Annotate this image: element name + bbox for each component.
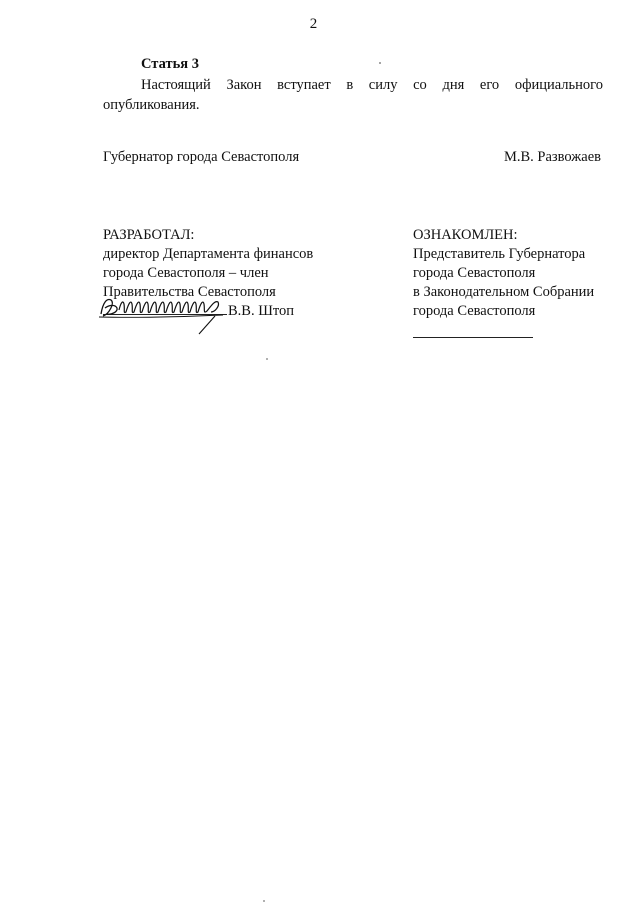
acknowledged-block: [413, 226, 613, 321]
handwritten-signature: [97, 290, 237, 336]
scan-speck: [263, 900, 265, 902]
article-title: Статья 3: [141, 56, 199, 72]
acknowledged-line: города Севастополя: [413, 303, 536, 319]
acknowledged-line: в Законодательном Собрании: [413, 284, 595, 300]
scan-speck: [379, 62, 381, 64]
governor-name: М.В. Развожаев: [503, 149, 601, 165]
acknowledged-signature-line: [413, 337, 533, 338]
developed-line: директор Департамента финансов: [103, 246, 314, 262]
developed-line: города Севастополя – член: [103, 265, 269, 281]
acknowledged-heading: ОЗНАКОМЛЕН:: [413, 227, 518, 243]
acknowledged-line: Представитель Губернатора: [413, 246, 586, 262]
scan-speck: [266, 358, 268, 360]
governor-title: Губернатор города Севастополя: [103, 149, 300, 165]
acknowledged-line: города Севастополя: [413, 265, 536, 281]
article-body: Настоящий Закон вступает в силу со дня его официального опубликования.: [103, 77, 603, 113]
page-number: 2: [309, 16, 318, 32]
developed-line: Правительства Севастополя: [103, 284, 276, 300]
developed-signatory: В.В. Штоп: [228, 303, 295, 319]
developed-heading: РАЗРАБОТАЛ:: [103, 227, 195, 243]
